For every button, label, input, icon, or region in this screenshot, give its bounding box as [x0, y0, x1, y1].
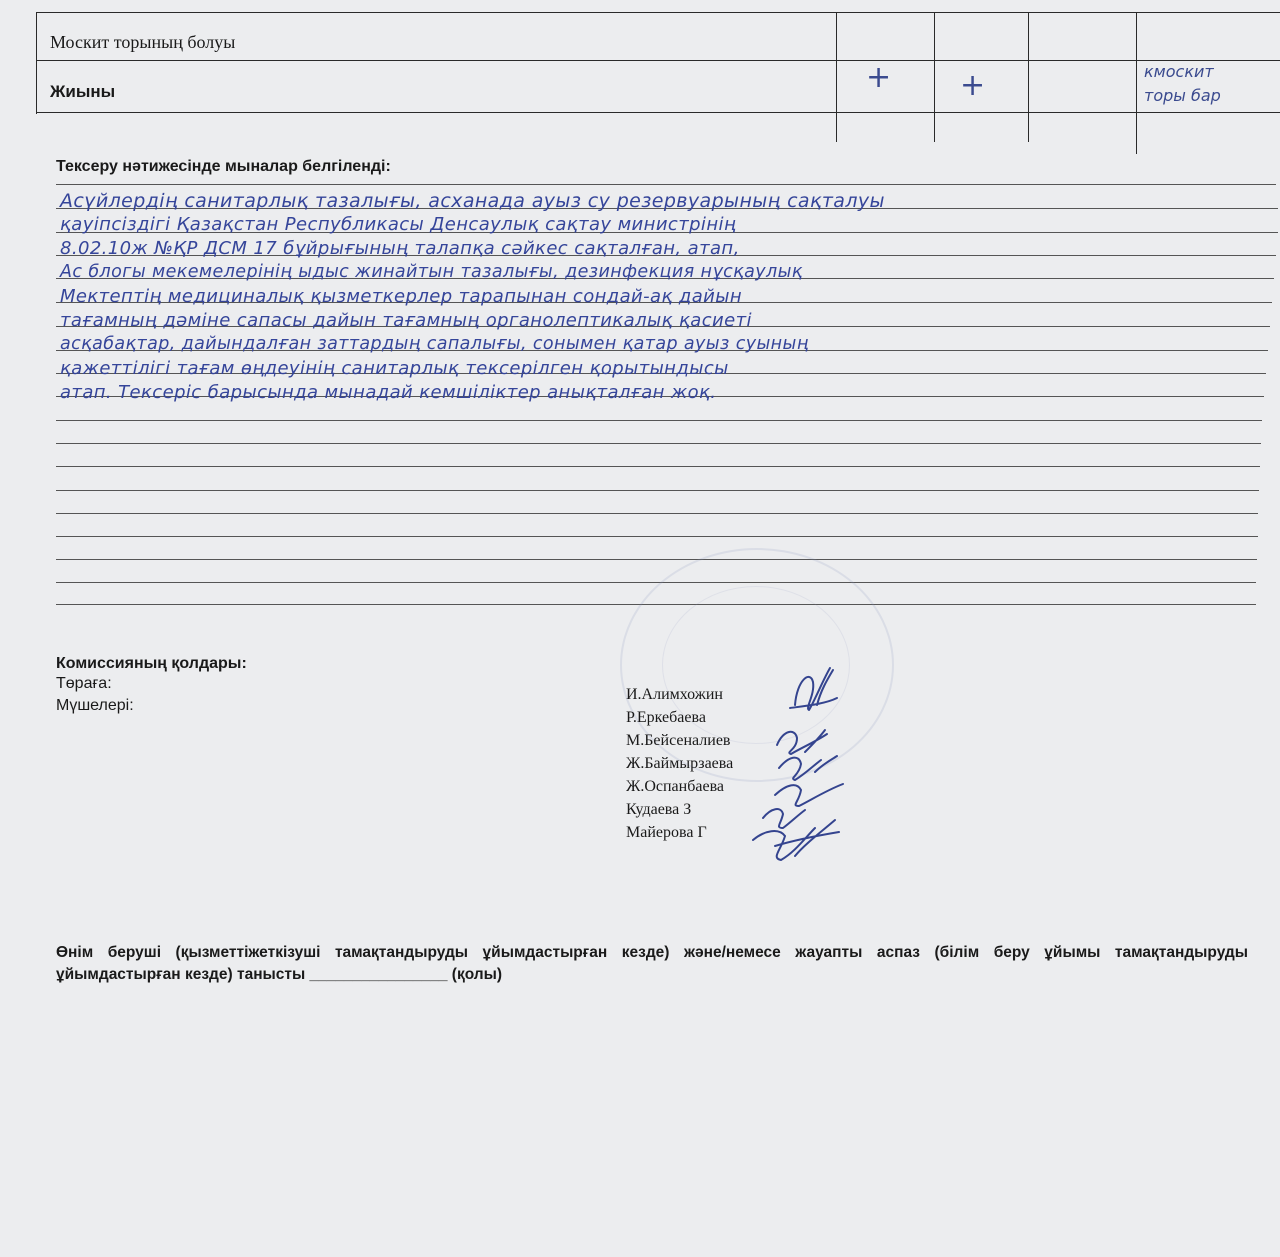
members-label: Мүшелері: [56, 697, 134, 714]
signature [779, 756, 837, 780]
handwritten-line: тағамның дәміне сапасы дайын тағамның органолептикалық қасиеті [60, 310, 752, 331]
member-name: Ж.Баймырзаева [626, 755, 734, 772]
handwritten-line: 8.02.10ж №ҚР ДСМ 17 бұйрығының талапқа сәйкес сақталған, атап, [60, 238, 740, 259]
handwritten-line: қажеттілігі тағам өңдеуінің санитарлық тексерілген қорытындысы [60, 358, 729, 379]
signature [790, 668, 837, 710]
handwritten-line: қауіпсіздігі Қазақстан Республикасы Денсаулық сақтау министрінің [60, 214, 737, 235]
handwritten-line: атап. Тексеріс барысында мынадай кемшіліктер анықталған жоқ. [60, 382, 717, 403]
inspection-table [36, 12, 1280, 140]
handwritten-note: кмоскит торы бар [1144, 62, 1221, 105]
signature [753, 820, 839, 860]
handwritten-plus-mark: + [960, 68, 986, 103]
member-name: Р.Еркебаева [626, 709, 706, 726]
handwritten-line: Асүйлердің санитарлық тазалығы, асханада ауыз су резервуарының сақталуы [60, 190, 885, 212]
signatures-title: Комиссияның қолдары: [56, 655, 247, 672]
findings-title: Тексеру нәтижесінде мыналар белгіленді: [56, 158, 391, 175]
member-name: Ж.Оспанбаева [626, 778, 725, 795]
signature [775, 784, 843, 806]
handwritten-signatures [735, 660, 885, 870]
member-name: И.Алимхожин [626, 686, 723, 703]
member-name: Майерова Г [626, 824, 707, 841]
member-name: Кудаева З [626, 801, 692, 818]
handwritten-line: Ас блогы мекемелерінің ыдыс жинайтын тазалығы, дезинфекция нұсқаулық [60, 262, 803, 282]
handwritten-line: асқабақтар, дайындалған заттардың сапалығы, сонымен қатар ауыз суының [60, 334, 809, 354]
table-row-label: Москит торының болуы [50, 32, 236, 52]
signature [777, 730, 827, 754]
signature [763, 809, 805, 828]
acknowledgement-text: Өнім беруші (қызметтіжеткізуші тамақтандыруды ұйымдастырған кезде) және/немесе жауапты аспаз (білім беру ұйымы тамақтандыруды ұйымдастырған кезде) танысты ________________ (қолы) [56, 944, 1248, 983]
table-row-total-label: Жиыны [50, 82, 116, 101]
handwritten-line: Мектептің медициналық қызметкерлер тарапынан сондай-ақ дайын [60, 286, 743, 307]
member-name: М.Бейсеналиев [626, 732, 731, 749]
chair-label: Төраға: [56, 675, 112, 692]
handwritten-plus-mark: + [866, 60, 892, 95]
